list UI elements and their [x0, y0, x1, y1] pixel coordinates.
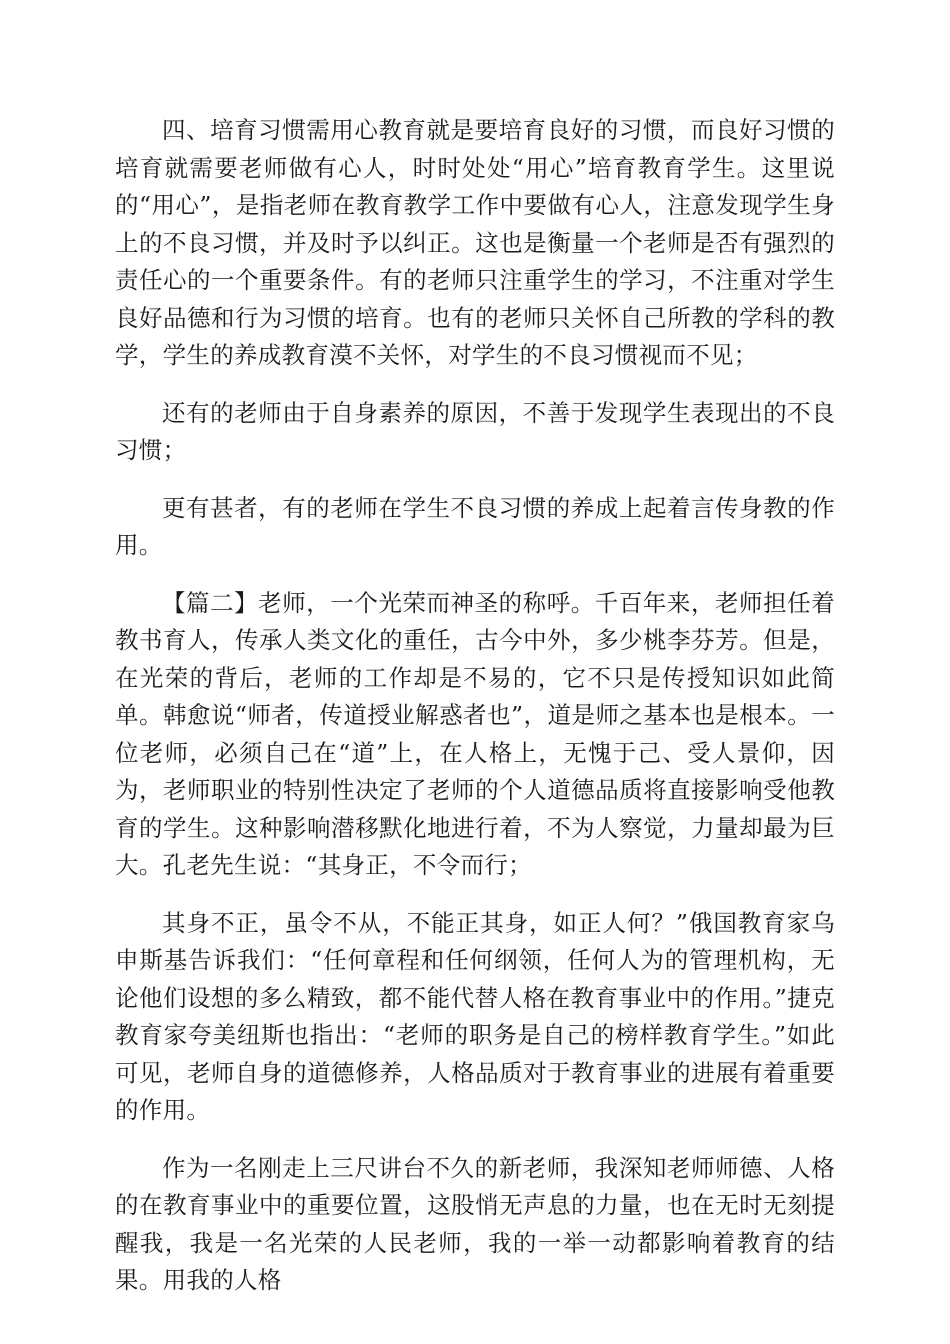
- document-body: [115, 112, 835, 1320]
- paragraph-new-teacher: 作为一名刚走上三尺讲台不久的新老师，我深知老师师德、人格的在教育事业中的重要位置，这股悄无声息的力量，也在无时无刻提醒我，我是一名光荣的人民老师，我的一举一动都影响着教育的结果。用我的人格: [115, 1153, 835, 1294]
- paragraph-part-two: 【篇二】老师，一个光荣而神圣的称呼。千百年来，老师担任着教书育人，传承人类文化的重任，古今中外，多少桃李芬芳。但是，在光荣的背后，老师的工作却是不易的，它不只是传授知识如此简单。韩愈说“师者，传道授业解惑者也”，道是师之基本也是根本。一位老师，必须自己在“道”上，在人格上，无愧于己、受人景仰，因为，老师职业的特别性决定了老师的个人道德品质将直接影响受他教育的学生。这种影响潜移默化地进行着，不为人察觉，力量却最为巨大。孔老先生说：“其身正，不令而行；: [115, 588, 835, 879]
- paragraph-self-cultivation: 还有的老师由于自身素养的原因，不善于发现学生表现出的不良习惯；: [115, 398, 835, 464]
- paragraph-habits: 四、培育习惯需用心教育就是要培育良好的习惯，而良好习惯的培育就需要老师做有心人，时时处处“用心”培育教育学生。这里说的“用心”，是指老师在教育教学工作中要做有心人，注意发现学生身上的不良习惯，并及时予以纠正。这也是衡量一个老师是否有强烈的责任心的一个重要条件。有的老师只注重学生的学习，不注重对学生良好品德和行为习惯的培育。也有的老师只关怀自己所教的学科的教学，学生的养成教育漠不关怀，对学生的不良习惯视而不见；: [115, 116, 835, 369]
- paragraph-educators-quotes: 其身不正，虽令不从，不能正其身，如正人何？”俄国教育家乌申斯基告诉我们：“任何章程和任何纲领，任何人为的管理机构，无论他们设想的多么精致，都不能代替人格在教育事业中的作用。”捷克教育家夸美纽斯也指出：“老师的职务是自己的榜样教育学生。”如此可见，老师自身的道德修养，人格品质对于教育事业的进展有着重要的作用。: [115, 908, 835, 1124]
- paragraph-bad-example: 更有甚者，有的老师在学生不良习惯的养成上起着言传身教的作用。: [115, 493, 835, 559]
